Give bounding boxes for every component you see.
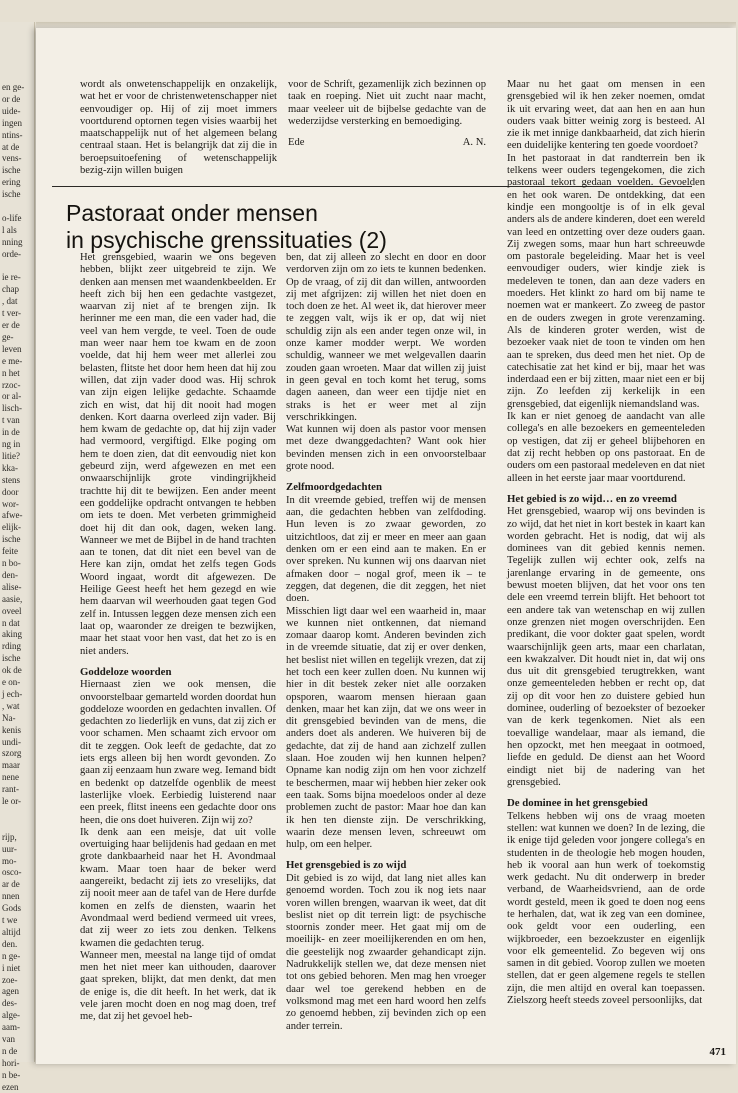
facing-page-text-fragment: osco-	[2, 867, 22, 878]
paragraph: Hiernaast zien we ook mensen, die onvoorstelbaar gemarteld worden doordat hun goddeloze woorden en gedachten invallen. Of gedachten zo liederlijk en vuns, dat zij zich er voor schamen. Men schaamt zich ervoor om dit te zeggen. Ook leeft de gedachte, dat zo iets ergs alleen bij hen wordt gevonden. Zo gaan zij eenzaam hun zware weg. Iemand bidt en bedenkt op datzelfde ogenblik de meest lasterlijke vloek. Eerbiedig luisterend naar een preek, flitst ineens een gedachte door ons heen, die ons doet huiveren. Zijn wij zo?	[80, 679, 276, 826]
facing-page-text-fragment: undi-	[2, 736, 21, 747]
facing-page-text-fragment: maar	[2, 760, 20, 771]
facing-page-text-fragment: in de	[2, 427, 20, 438]
section-heading: Zelfmoordgedachten	[286, 481, 382, 494]
facing-page-text-fragment: rding	[2, 641, 21, 652]
top-left-paragraph: wordt als onwetenschappelijk en onzakelijk, wat het er voor de christenwetenschapper niet eenvoudiger op. Hij of zij moet immers voortdurend optornen tegen visies waarbij het maatschappelijk nut of het algemeen belang centraal staan. Het is belangrijk dat zij die in beroepsuitoefening of wetenschappelijk bezig-zijn willen buigen	[80, 79, 277, 177]
facing-page-text-fragment: van	[2, 1034, 15, 1044]
facing-page-text-fragment: ische	[2, 534, 21, 545]
facing-page-text-fragment: at de	[2, 141, 20, 152]
article-title	[66, 200, 436, 254]
facing-page-text-fragment: elijk-	[2, 522, 21, 533]
facing-page-text-fragment: Na-	[2, 712, 16, 723]
article-title-line-1: Pastoraat onder mensen	[66, 200, 318, 226]
facing-page-text-fragment: ische	[2, 189, 21, 200]
facing-page-text-fragment: ge-	[2, 331, 14, 342]
facing-page-text-fragment: den.	[2, 938, 18, 949]
facing-page-text-fragment: aam-	[2, 1022, 20, 1033]
facing-page-text-fragment: ng in	[2, 439, 21, 449]
facing-page-text-fragment: er de	[2, 320, 20, 330]
facing-page-text-fragment: ie re-	[2, 272, 21, 283]
paragraph: Ik denk aan een meisje, dat uit volle overtuiging haar belijdenis had gedaan en met grote dankbaarheid naar het H. Avondmaal kwam. Maar toen haar de beker werd aangereikt, bedacht zij iets zo vreselijks, dat zij nooit meer aan de tafel van de Here durfde komen en zelfs de diensten, waarin het Avondmaal werd bediend vermeed uit vrees, dat zij weer zo iets zou denken. Telkens kwamen die gedachten terug.	[80, 826, 276, 949]
article-column-3	[507, 79, 705, 1007]
top-middle-column	[288, 79, 486, 149]
facing-page-text-fragment: , dat	[2, 296, 18, 307]
paragraph: Telkens hebben wij ons de vraag moeten stellen: wat kunnen we doen? In de lezing, die ik enige tijd geleden voor jongere collega's en studenten in de theologie heb mogen houden, heb ik vooral aan hun werk of toekomstig werk gedacht. Nu dit onderwerp in breder verband, de Waarheidsvriend, aan de orde wordt gesteld, meen ik goed te doen nog eens te herhalen, dat, wat ik zeg van een dominee, ook geldt voor een ouderling, een wijkbroeder, een bezoekzuster en eigenlijk voor elk gemeentelid. Zo begeven wij ons samen in dit gebied. Voorop zullen we moeten stellen, dat er geen algemene regels te stellen zijn, die men altijd en overal kan toepassen. Zielszorg heeft steeds zoveel persoonlijks, dat	[507, 810, 705, 1007]
signature-line	[288, 137, 486, 149]
facing-page-text-fragment: litie?	[2, 450, 20, 461]
facing-page-text-fragment: nene	[2, 772, 19, 783]
facing-page-text-fragment: en ge-	[2, 82, 25, 92]
facing-page-text-fragment: ar de	[2, 879, 20, 890]
facing-page-text-fragment: agen	[2, 986, 19, 997]
paragraph: In dit vreemde gebied, treffen wij de mensen aan, die gedachten hebben van zelfdoding. Hun leven is zo zwaar geworden, zo uitzichtloos, dat zij er meer en meer aan gaan denken om er een eind aan te maken. En er over spreken. Nu kunnen wij ons daarvan niet afmaken door – nogal grof, meen ik – te zeggen, dat degenen, die dit zeggen, het niet doen.	[286, 494, 486, 605]
paragraph: Misschien ligt daar wel een waarheid in, maar we kunnen niet ontkennen, dat niemand zomaar daarop komt. Anderen bevinden zich in de vreemde situatie, dat zij er over denken, het beslist niet willen en tegelijk vrezen, dat zij het toch een keer zullen doen. Nu kunnen wij hier in dit bestek zeker niet alle oorzaken opsporen, waarom mensen hieraan gaan denken, maar het kan zijn, dat we ons weer in dit grensgebied bevinden van de mens, die anders doet als anderen. We huiveren bij de gedachte, dat zij de hand aan zichzelf zullen slaan. Hoe zouden wij hen kunnen helpen? Opname kan nodig zijn om hen voor zichzelf te beschermen, maar wij hebben hier zeker ook een taak. Soms bijna moedeloos onder al deze problemen zucht de pastor: Maar hoe dan kan ik hen ten dienste zijn. De verschrikking, waarin deze mensen leven, schreeuwt om hulp, om een helper.	[286, 605, 487, 851]
facing-page-text-fragment: alise-	[2, 581, 22, 592]
facing-page-text-fragment: rzoc-	[2, 379, 21, 390]
facing-page-text-fragment: ering	[2, 177, 21, 188]
paragraph: Het grensgebied, waarop wij ons bevinden is zo wijd, dat het niet in kort bestek in kaart kan worden gebracht. Het is nodig, dat wij als dominees van dit gebied kennis nemen. Tegelijk zullen wij echter ook, zelfs na jarenlange ervaring in de gemeente, ons bewust moeten blijven, dat het voor ons ten dele een vreemd terrein blijft. Het behoort tot een andere tak van wetenschap en wij zullen onze grenzen niet mogen overschrijden. Een predikant, die voor dokter gaat spelen, wordt waarschijnlijk geen arts, maar een charlatan, een kwakzalver. Dit houdt niet in, dat wij ons dus uit dit grensgebied terugtrekken, want onze gemeenteleden hebben er recht op, dat zij op dit voor hen zo duistere gebied hun dominee, ouderling of bezoekster of bezoeker van de kerk tegenkomen. Niet als een toevallige wandelaar, maar als iemand, die hen opzockt, met hen meegaat in ootmoed, liefde en geduld. De dienst aan het Woord eindigt niet bij de nadering van het grensgebied.	[507, 506, 705, 788]
facing-page-text-fragment: ingen	[2, 117, 22, 128]
article-column-1	[80, 252, 276, 1024]
top-left-column	[80, 79, 277, 177]
facing-page-text-fragment: rijp,	[2, 831, 17, 842]
paragraph: ben, dat zij alleen zo slecht en door en door verdorven zijn om zo iets te kunnen bedenken. Op de vraag, of zij dit dan willen, antwoorden zij met afgrijzen: zij willen het niet doen en toch doen ze het. Al weet ik, dat hierover meer te zeggen valt, wijs ik er op, dat wij niet schuldig zijn als een ander tegen onze wil, in onze kamer modder werpt. We worden schuldig, wanneer we met welgevallen daarin zouden gaan wroeten. Maar dat willen zij juist in geen geval en toch komt het terug, soms dagen aaneen, dan weer een tijdje niet en straks is het er weer met al zijn verschrikkingen.	[286, 252, 486, 423]
facing-page-edge	[0, 22, 35, 1092]
facing-page-text-fragment: altijd	[2, 926, 21, 937]
facing-page-text-fragment: i niet	[2, 962, 21, 973]
facing-page-text-fragment: den-	[2, 569, 18, 580]
facing-page-text-fragment: alge-	[2, 1010, 20, 1021]
facing-page-text-fragment: le or-	[2, 796, 22, 806]
facing-page-text-fragment: l als	[2, 224, 17, 235]
facing-page-text-fragment: t van	[2, 415, 20, 426]
facing-page-text-fragment: kenis	[2, 724, 21, 735]
paragraph: Maar nu het gaat om mensen in een grensgebied wil ik hen zeker noemen, omdat ik uit ervaring weet, dat aan hen en aan hun ouders vaak bitter weinig zorg is besteed. Al zie ik met innige dankbaarheid, dat zich hierin een duidelijke kentering ten goede voordoet?	[507, 79, 705, 152]
facing-page-text-fragment: or al-	[2, 391, 22, 402]
paragraph: Ik kan er niet genoeg de aandacht van alle collega's en alle bezoekers en gemeenteleden op vestigen, dat zij er geheel blijbehoren en dat zij recht hebben op ons pastoraat. En de ouders om een pastoraal medeleven en dat niet alleen in het eerste jaar maar voortdurend.	[507, 411, 705, 484]
facing-page-text-fragment: ok de	[2, 665, 22, 676]
facing-page-text-fragment: aking	[2, 629, 22, 640]
facing-page-text-fragment: mo-	[2, 855, 17, 866]
paragraph: Wanneer men, meestal na lange tijd of omdat men het niet meer kan uithouden, daarover gaat spreken, blijkt, dat men denkt, dat men de enige is, die dit heeft. In het werk, dat ik vele jaren mocht doen en nog mag doen, tref me, dat zij het gevoel heb-	[80, 949, 276, 1023]
facing-page-text-fragment: o-life	[2, 212, 22, 223]
facing-page-text-fragment: n het	[2, 367, 20, 378]
section-heading: Goddeloze woorden	[80, 665, 172, 678]
facing-page-text-fragment: hori-	[2, 1057, 20, 1068]
facing-page-text-fragment: j ech-	[2, 688, 23, 699]
facing-page-text-fragment: t ver-	[2, 308, 22, 319]
facing-page-text-fragment: stens	[2, 474, 20, 485]
facing-page-text-fragment: lisch-	[2, 403, 22, 414]
facing-page-text-fragment: , wat	[2, 700, 20, 711]
facing-page-text-fragment: kka-	[2, 462, 18, 473]
facing-page-text-fragment: rant-	[2, 784, 19, 795]
facing-page-text-fragment: chap	[2, 284, 19, 295]
facing-page-text-fragment: aasie,	[2, 593, 23, 604]
signature-initials: A. N.	[462, 137, 486, 149]
facing-page-text-fragment: ische	[2, 653, 21, 664]
facing-page-text-fragment: n ge-	[2, 950, 21, 961]
section-heading: Het grensgebied is zo wijd	[286, 859, 407, 872]
facing-page-text-fragment: wor-	[2, 498, 19, 509]
facing-page-text-fragment: ntins-	[2, 129, 23, 140]
article-title-line-2: in psychische grenssituaties (2)	[66, 227, 387, 253]
facing-page-text-fragment: door	[2, 486, 19, 497]
article-column-2	[286, 252, 486, 1033]
paragraph: Wat kunnen wij doen als pastor voor mensen met deze dwanggedachten? Want ook hier bevinden mensen zich in een onvoorstelbaar grote nood.	[286, 424, 486, 473]
facing-page-text-fragment: szorg	[2, 748, 22, 759]
facing-page-text-fragment: n dat	[2, 617, 20, 628]
facing-page-text-fragment: orde-	[2, 248, 21, 259]
facing-page-text-fragment: t we	[2, 915, 18, 925]
facing-page-text-fragment: feite	[2, 546, 18, 557]
facing-page-text-fragment: vens-	[2, 153, 22, 164]
facing-page-text-fragment: afwe-	[2, 510, 23, 521]
facing-page-text-fragment: ische	[2, 165, 21, 176]
facing-page-text-fragment: uur-	[2, 843, 17, 854]
page-number: 471	[709, 1046, 726, 1058]
paragraph: In het pastoraat in dat randterrein ben ik telkens weer ouders tegengekomen, die zich pastoraal tekort gedaan voelden. Gevoelden en het ook waren. De ontdekking, dat een kindje een mongooltje is of in elk geval anders als de andere kinderen, doet een wereld van leed en ontzetting over deze ouders gaan. Zij zwegen soms, maar hun hart schreeuwde om pastorale begeleiding. Maar het is veel eenvoudiger ouders, wier kindje ziek is medeleven te tonen, dan aan deze vaders en moeders. Het klinkt zo hard om bij name te noemen wat er mankeert. Zo zweeg de pastor en de ouders zwegen in grote verenzaming. Als de kinderen groter werden, wist de bezoeker vaak niet de toon te vinden om hen aan te spreken, dus deed men het niet. Op de catechisatie zat het kind er bij, maar het was inderdaad een er bij zitten, maar niet een er bij zijn. Zo leefden zij kerkelijk in een grensgebied, dat eigenlijk niemandsland was.	[507, 152, 705, 410]
facing-page-text-fragment: Gods	[2, 903, 22, 914]
paragraph: Het grensgebied, waarin we ons begeven hebben, blijkt zeer uitgebreid te zijn. We denken aan mensen met waandenkbeelden. Er heeft zich bij hen een gedachte vastgezet, waarvan zij niet af te brengen zijn. Ik herinner me een man, die een vader had, die veel van hem vergde, te veel. Toen de oude man weer naar hem toe kwam en de zoon voelde, dat hij hem weer met allerlei zou belasten, flitste het door hem heen dat hij zou willen, dat zijn vader dood was. Hij schrok van zijn eigen lelijke gedachte. Schaamde zich en wist, dat hij dit nooit had mogen denken. Kort daarna overleed zijn vader. Bij hem kwam de gedachte op, dat hij zijn vader had vermoord, vergiftigd. Elke poging om hem te doen zien, dat dit eenvoudig niet kon gebeurd zijn, werd afgewezen en met een onwaarschijnlijk grote vindingrijkheid trachtte hij dit te bewijzen. Een ander meent een goddelijke opdracht ontvangen te hebben om iets te doen. Met verbeten grimmigheid doet hij dit dan ook, dagen, weken lang. Wanneer we met de Bijbel in de hand trachten aan te tonen, dat dit niet een bevel van de Here kan zijn, omdat het zelfs tegen Gods Woord ingaat, wordt dit afgewezen. De Heilige Geest heeft het hem gezegd en wie hem daarvan wil weerhouden gaat tegen God zelf in. Intussen leggen deze mensen zich een laat op, waaronder ze dreigen te bezwijken, maar het staat voor hen vast, dat het zo is en niet anders.	[80, 252, 276, 657]
facing-page-text-fragment: nnen	[2, 891, 20, 902]
facing-page-text-fragment: oveel	[2, 605, 22, 616]
facing-page-text-fragment: uide-	[2, 105, 21, 116]
facing-page-text-fragment: e on-	[2, 677, 21, 687]
facing-page-text-fragment: zoe-	[2, 974, 18, 985]
facing-page-text-fragment: ezen	[2, 1081, 19, 1092]
paragraph: Dit gebied is zo wijd, dat lang niet alles kan genoemd worden. Toch zou ik nog iets naar voren willen brengen, waarvan ik weet, dat dit beslist niet op dit terrein ligt: de psychische stoornis zonder meer. Het gaat mij om de moeilijk- en zeer moeilijkerenden en om hen, die geestelijk nog zwaarder gehandicapt zijn. Nadrukkelijk stellen we, dat deze mensen niet tot ons gebied behoren. Men mag hen vroeger daar wel toe gerekend hebben en de volksmond mag met een hard woord hen zelfs zo genoemd hebben, zij bevinden zich op een ander terrein.	[286, 872, 486, 1032]
facing-page-text-fragment: n de	[2, 1045, 18, 1056]
facing-page-text-fragment: or de	[2, 93, 21, 104]
facing-page-text-fragment: e me-	[2, 355, 23, 366]
facing-page-text-fragment: leven	[2, 343, 22, 354]
facing-page-text-fragment: nning	[2, 236, 23, 247]
section-heading: De dominee in het grensgebied	[507, 797, 648, 810]
top-middle-paragraph: voor de Schrift, gezamenlijk zich bezinnen op taak en roeping. Niet uit zucht naar macht, maar veeleer uit de bijbelse gedachte van de wederzijdse versterking en bemoediging.	[288, 79, 486, 127]
facing-page-text-fragment: n be-	[2, 1069, 21, 1080]
facing-page-text-fragment: des-	[2, 998, 17, 1009]
signature-place: Ede	[288, 137, 305, 149]
facing-page-text-fragment: n bo-	[2, 558, 21, 568]
section-heading: Het gebied is zo wijd… en zo vreemd	[507, 492, 677, 505]
